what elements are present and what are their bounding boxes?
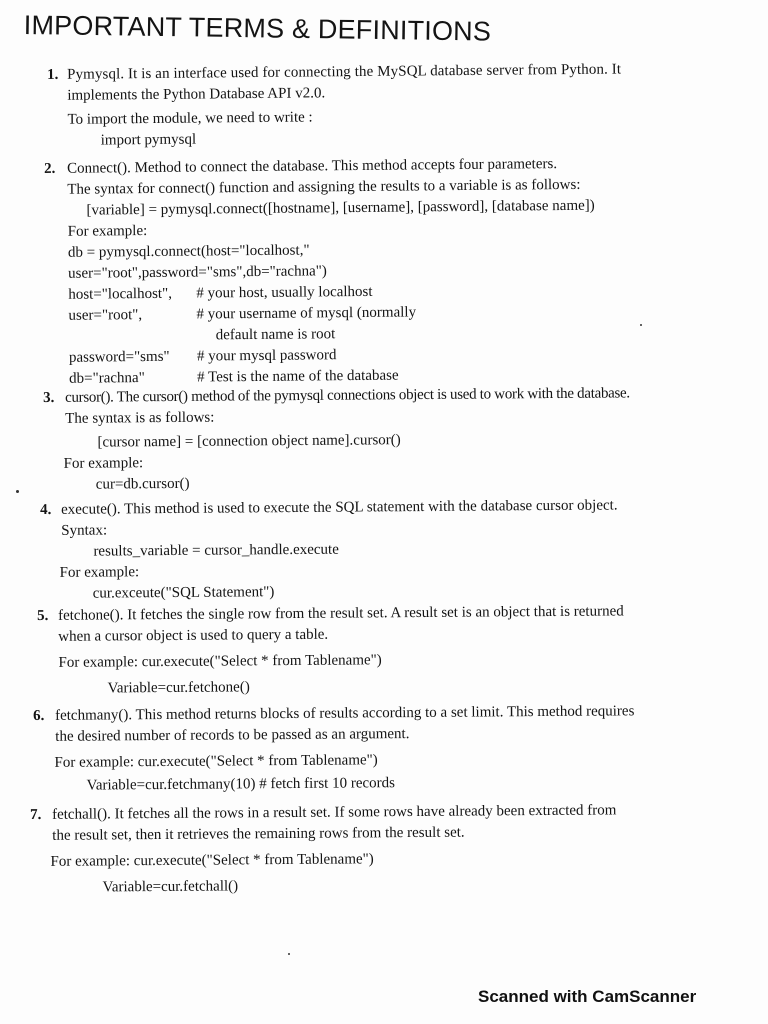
item-text-line: when a cursor object is used to query a table. <box>58 626 329 645</box>
page-title: IMPORTANT TERMS & DEFINITIONS <box>23 10 492 47</box>
param-name: user="root", <box>68 307 143 324</box>
item-text-line: For example: <box>67 223 148 240</box>
item-number: 1. <box>47 66 59 83</box>
param-comment: default name is root <box>215 326 336 344</box>
code-line: user="root",password="sms",db="rachna") <box>68 263 327 282</box>
item-text-line: For example: <box>59 564 140 581</box>
item-text-line: fetchall(). It fetches all the rows in a result set. If some rows have already been extracted from <box>52 802 617 823</box>
param-comment: # Test is the name of the database <box>197 367 399 386</box>
param-name: host="localhost", <box>68 285 173 303</box>
definition-item-3 <box>43 383 734 496</box>
scan-speck <box>16 490 19 493</box>
item-number: 6. <box>33 707 45 724</box>
item-number: 4. <box>40 501 52 518</box>
syntax-line: [variable] = pymysql.connect([hostname], [username], [password], [database name]) <box>86 197 595 219</box>
param-name: db="rachna" <box>69 370 145 387</box>
item-number: 7. <box>30 806 42 823</box>
code-line: cur=db.cursor() <box>95 475 190 493</box>
definition-item-5 <box>37 601 728 700</box>
scan-speck <box>288 953 290 955</box>
param-name: password="sms" <box>68 348 170 366</box>
item-text-line: the result set, then it retrieves the remaining rows from the result set. <box>52 824 465 844</box>
example-line: For example: cur.execute("Select * from Tablename") <box>58 652 382 671</box>
item-text-line: fetchmany(). This method returns blocks of results according to a set limit. This method requires <box>55 703 635 724</box>
code-line: import pymysql <box>100 131 197 149</box>
item-number: 5. <box>37 607 49 624</box>
item-text-line: fetchone(). It fetches the single row from the result set. A result set is an object that is returned <box>58 603 624 624</box>
param-comment: # your mysql password <box>196 347 337 365</box>
item-text-line: Syntax: <box>61 522 108 539</box>
item-text-line: execute(). This method is used to execute the SQL statement with the database cursor object. <box>61 497 618 518</box>
definition-item-1 <box>47 58 738 152</box>
param-comment: # your username of mysql (normally <box>196 304 417 323</box>
example-line: For example: cur.execute("Select * from Tablename") <box>50 851 374 870</box>
code-line: Variable=cur.fetchall() <box>102 878 239 896</box>
item-text-line: The syntax is as follows: <box>65 409 215 427</box>
code-line: db = pymysql.connect(host="localhost," <box>67 242 310 261</box>
definition-item-6 <box>33 701 734 797</box>
definition-item-2 <box>44 152 736 390</box>
scan-speck <box>640 324 642 326</box>
param-comment: # your host, usually localhost <box>196 283 373 302</box>
syntax-line: results_variable = cursor_handle.execute <box>93 541 339 560</box>
item-text-line: Pymysql. It is an interface used for connecting the MySQL database server from Python. It <box>67 61 622 83</box>
item-text-line: To import the module, we need to write : <box>67 109 313 128</box>
scanner-watermark: Scanned with CamScanner <box>478 987 697 1006</box>
item-text-line: The syntax for connect() function and assigning the results to a variable is as follows: <box>67 176 581 198</box>
item-text-line: cursor(). The cursor() method of the pymysql connections object is used to work with the database. <box>65 385 630 406</box>
code-line: Variable=cur.fetchone() <box>107 679 250 697</box>
item-number: 3. <box>43 389 55 406</box>
item-text-line: implements the Python Database API v2.0. <box>67 85 326 104</box>
syntax-line: [cursor name] = [connection object name].cursor() <box>97 432 401 451</box>
definition-item-7 <box>30 800 731 899</box>
code-line: cur.exceute("SQL Statement") <box>92 584 275 602</box>
item-text-line: Connect(). Method to connect the database. This method accepts four parameters. <box>67 156 558 177</box>
item-number: 2. <box>44 160 56 177</box>
item-text-line: the desired number of records to be passed as an argument. <box>55 726 410 745</box>
item-text-line: For example: <box>63 455 144 472</box>
example-line: For example: cur.execute("Select * from Tablename") <box>54 752 378 771</box>
code-line: Variable=cur.fetchmany(10) # fetch first 10 records <box>86 775 396 794</box>
definition-item-4 <box>40 495 731 605</box>
